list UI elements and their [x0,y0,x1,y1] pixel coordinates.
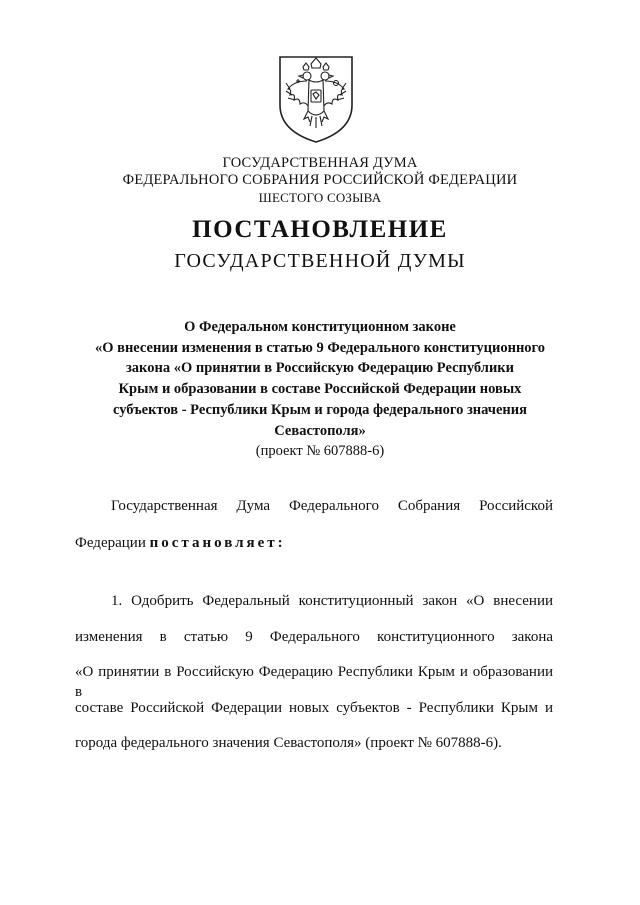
intro-line-1: Государственная Дума Федерального Собрания Российской [111,498,553,514]
document-subject [0,317,640,462]
subject-line: Севастополя» [274,422,366,439]
subject-line: О Федеральном конституционном законе [184,319,456,335]
paragraph-1-line-4: составе Российской Федерации новых субъектов - Республики Крым и [75,700,553,716]
subject-line: Крым и образовании в составе Российской Федерации новых [118,381,522,398]
paragraph-1-line-5: города федерального значения Севастополя» (проект № 607888-6). [75,735,502,751]
intro-line-2-start: Федерации [75,535,146,551]
russian-coat-of-arms-icon [276,53,356,145]
subject-line: «О внесении изменения в статью 9 Федерального конституционного [94,339,546,356]
header-federal-assembly: ФЕДЕРАЛЬНОГО СОБРАНИЯ РОССИЙСКОЙ ФЕДЕРАЦИИ [122,172,518,188]
paragraph-1-line-2: изменения в статью 9 Федерального конституционного закона [75,629,553,645]
header-convocation: ШЕСТОГО СОЗЫВА [258,190,382,205]
subject-line: субъектов - Республики Крым и города федерального значения [113,401,527,418]
paragraph-1-line-1: 1. Одобрить Федеральный конституционный закон «О внесении [111,593,553,609]
paragraph-1-line-3: «О принятии в Российскую Федерацию Республики Крым и образовании в [75,664,553,700]
document-title: ПОСТАНОВЛЕНИЕ [192,216,448,243]
document-subtitle: ГОСУДАРСТВЕННОЙ ДУМЫ [174,250,466,272]
header-duma: ГОСУДАРСТВЕННАЯ ДУМА [222,155,418,171]
project-number: (проект № 607888-6) [255,443,385,460]
resolution-verb: постановляет: [149,535,286,551]
intro-line-2 [75,533,286,553]
subject-line: закона «О принятии в Российскую Федерацию Республики [125,360,515,377]
